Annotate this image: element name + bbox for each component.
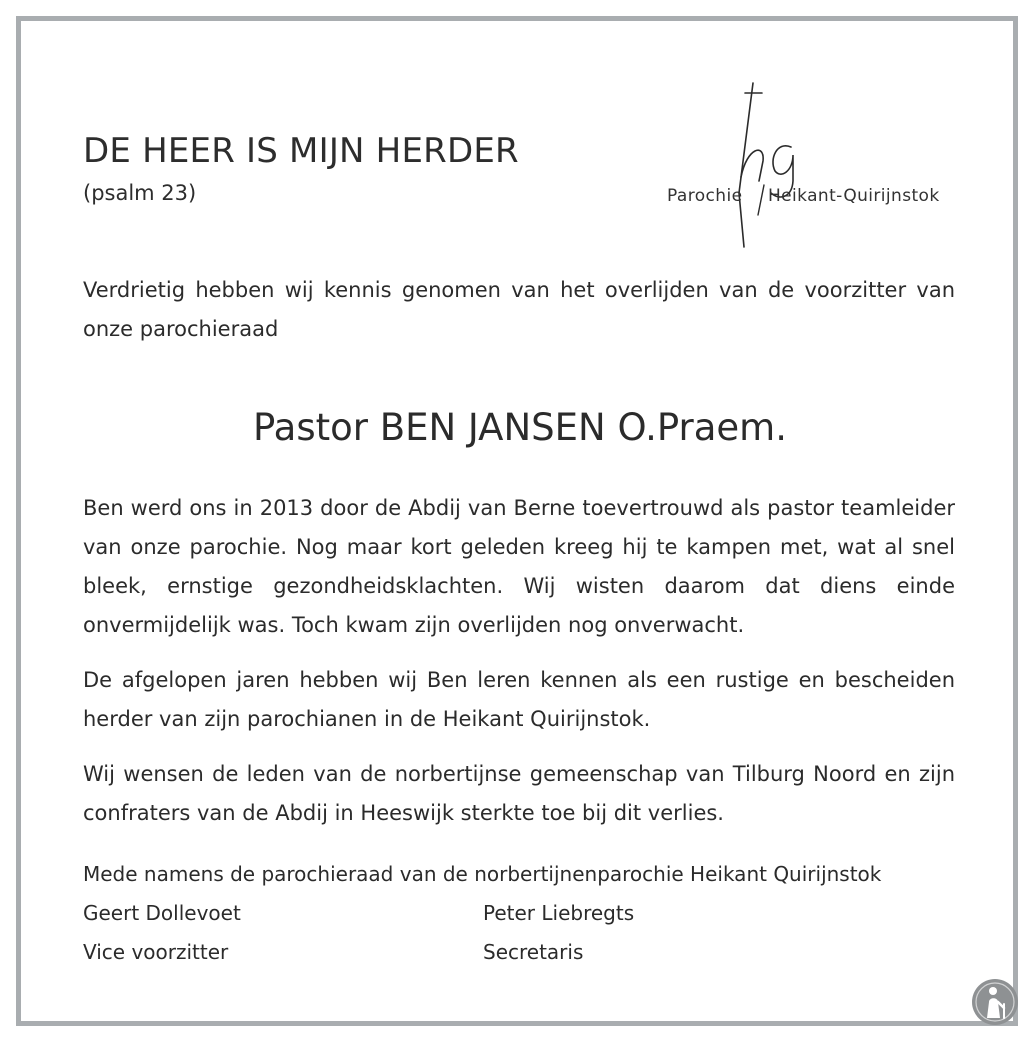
intro-paragraph: Verdrietig hebben wij kennis genomen van het overlijden van de voorzitter van onze parochieraad (83, 278, 955, 341)
parish-monogram-icon (661, 81, 961, 251)
body-paragraph: De afgelopen jaren hebben wij Ben leren kennen als een rustige en bescheiden herder van zijn parochianen in de Heikant Quirijnstok. (83, 668, 955, 731)
deceased-name: Pastor BEN JANSEN O.Praem. (253, 406, 787, 449)
logo-left-text: Parochie (667, 186, 743, 206)
logo-monogram-text: hg (661, 81, 663, 82)
memorial-badge-icon (971, 978, 1019, 1026)
signatory-role: Vice voorzitter (83, 940, 229, 964)
closing-line: Mede namens de parochieraad van de norbertijnenparochie Heikant Quirijnstok (83, 862, 882, 886)
signatory-name: Peter Liebregts (483, 901, 635, 925)
notice-heading: DE HEER IS MIJN HERDER (83, 131, 519, 171)
body-paragraph: Wij wensen de leden van de norbertijnse gemeenschap van Tilburg Noord en zijn confraters van de Abdij in Heeswijk sterkte toe bij dit verlies. (83, 762, 955, 825)
notice-frame (16, 16, 1018, 1026)
logo-right-text: Heikant-Quirijnstok (768, 186, 940, 206)
signatory-name: Geert Dollevoet (83, 901, 241, 925)
notice-subheading: (psalm 23) (83, 181, 197, 205)
parish-logo (661, 81, 961, 251)
signatory-role: Secretaris (483, 940, 584, 964)
body-paragraph: Ben werd ons in 2013 door de Abdij van Berne toevertrouwd als pastor teamleider van onze parochie. Nog maar kort geleden kreeg hij te kampen met, wat al snel bleek, ernstige gezondheidsklachten. Wij wisten daarom dat diens einde onvermijdelijk was. Toch kwam zijn overlijden nog onverwacht. (83, 496, 955, 637)
